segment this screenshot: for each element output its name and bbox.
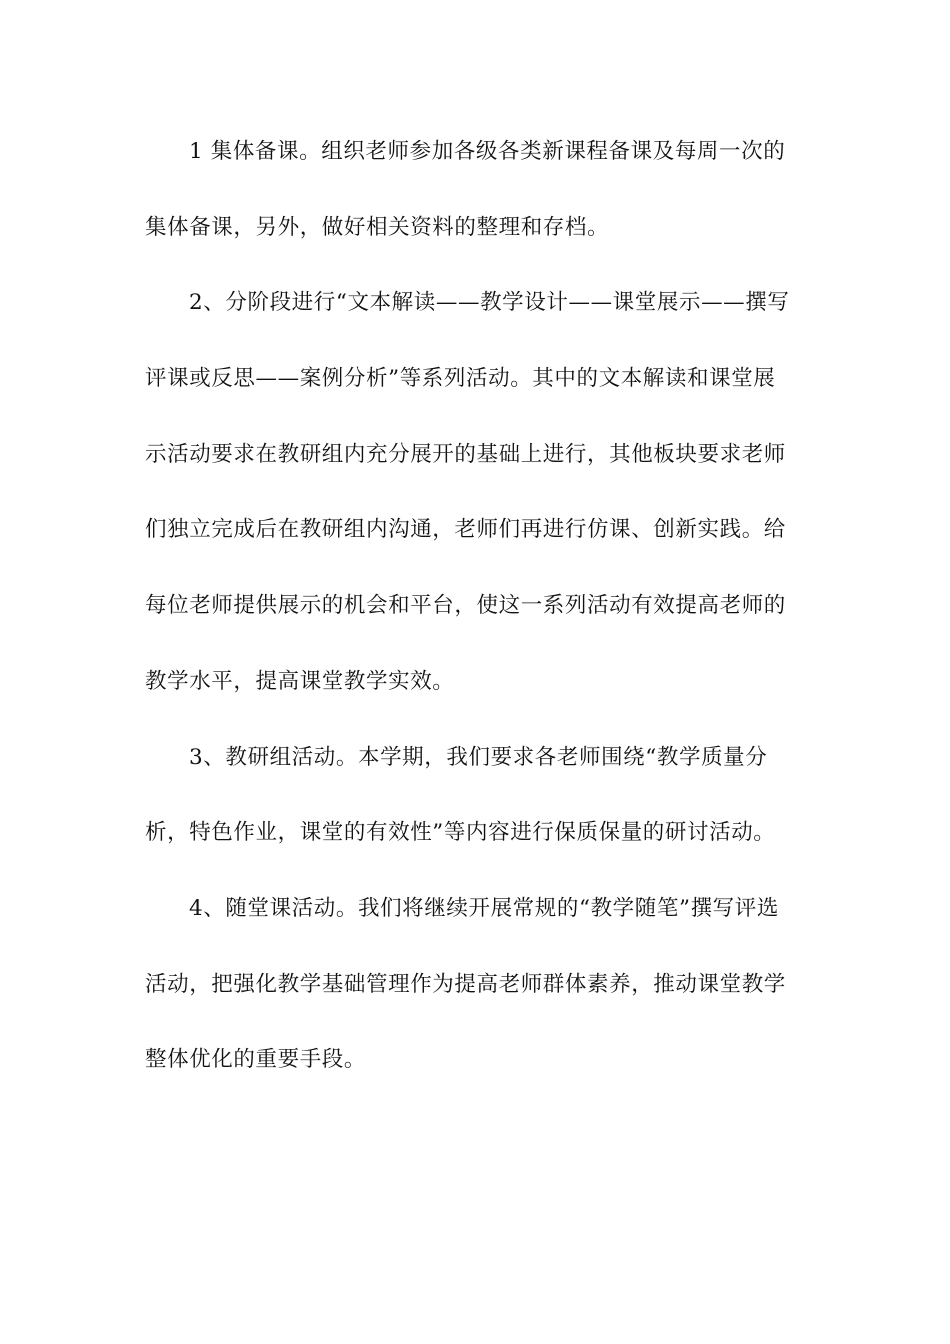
text-line: 2、分阶段进行“文本解读——教学设计——课堂展示——撰写 <box>189 290 790 316</box>
paragraph-staged-activities <box>145 279 810 733</box>
text-line: 3、教研组活动。本学期，我们要求各老师围绕“教学质量分 <box>189 744 768 770</box>
text-line: 每位老师提供展示的机会和平台，使这一系列活动有效提高老师的 <box>145 593 786 619</box>
text-line: 整体优化的重要手段。 <box>145 1047 367 1073</box>
text-line: 教学水平，提高课堂教学实效。 <box>145 668 455 694</box>
text-line: 析，特色作业，课堂的有效性”等内容进行保质保量的研讨活动。 <box>145 820 776 846</box>
paragraph-classroom-activity <box>145 885 810 1112</box>
text-line: 4、随堂课活动。我们将继续开展常规的“教学随笔”撰写评选 <box>189 895 779 921</box>
text-line: 集体备课，另外，做好相关资料的整理和存档。 <box>145 214 610 240</box>
paragraph-teaching-group-activity <box>145 734 810 885</box>
text-line: 示活动要求在教研组内充分展开的基础上进行，其他板块要求老师 <box>145 441 786 467</box>
text-line: 们独立完成后在教研组内沟通，老师们再进行仿课、创新实践。给 <box>145 517 786 543</box>
text-line: 评课或反思——案例分析”等系列活动。其中的文本解读和课堂展 <box>145 366 776 392</box>
text-line: 1 集体备课。组织老师参加各级各类新课程备课及每周一次的 <box>189 139 786 164</box>
document-body <box>145 128 810 1112</box>
paragraph-collective-lesson-prep <box>145 128 810 279</box>
text-line: 活动，把强化教学基础管理作为提高老师群体素养，推动课堂教学 <box>145 971 786 997</box>
